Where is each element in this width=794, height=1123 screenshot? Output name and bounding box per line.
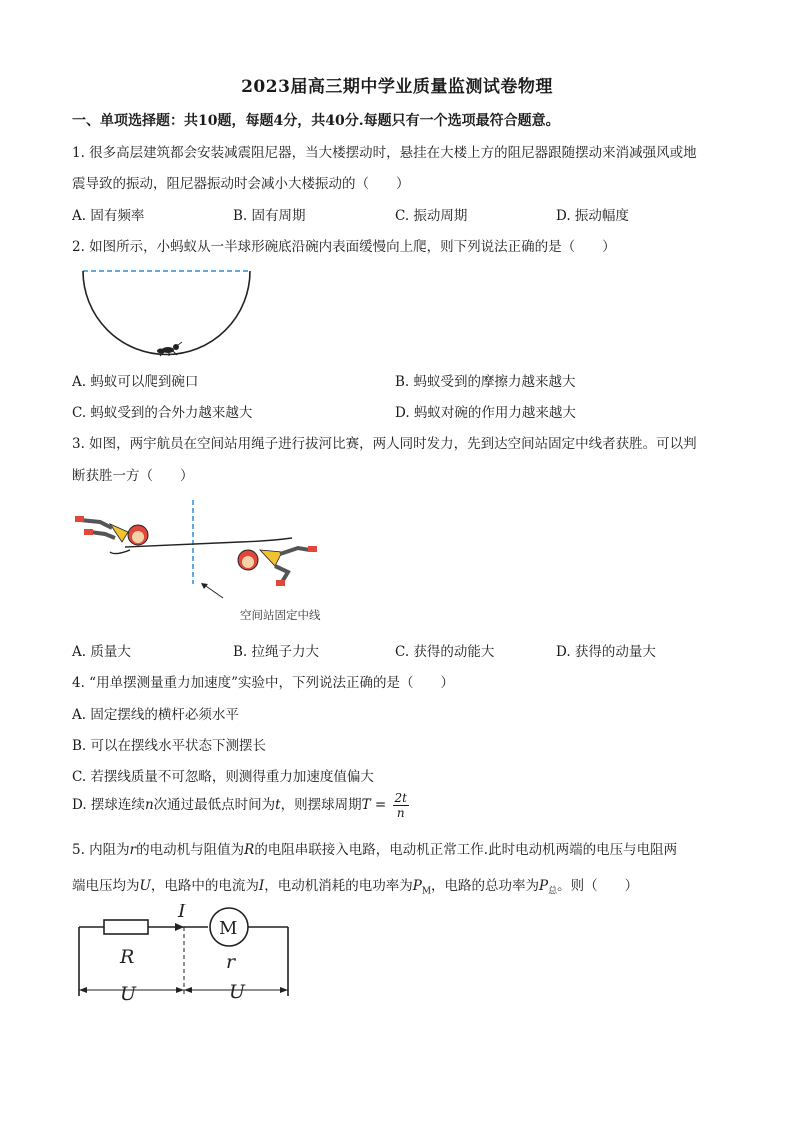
q2-line1: 2. 如图所示，小蚂蚁从一半球形碗底沿碗内表面缓慢向上爬，则下列说法正确的是（ ）: [72, 239, 616, 255]
q4-option-c: C. 若摆线质量不可忽略，则测得重力加速度值偏大: [72, 769, 374, 785]
period-fraction: $\frac{2t}{n}$: [394, 791, 407, 820]
q3-option-b: B. 拉绳子力大: [233, 644, 320, 660]
label-U-left: U: [120, 983, 137, 1004]
label-R: R: [120, 946, 135, 968]
q5-line2: 端电压均为U，电路中的电流为I，电动机消耗的电功率为$P_M$，电路的总功率为$P_总$。则（ ）: [72, 878, 639, 897]
q3-option-a: A. 质量大: [72, 644, 131, 660]
q3-option-c: C. 获得的动能大: [395, 644, 495, 660]
astronaut-left-icon: [75, 516, 148, 545]
q4-option-a: A. 固定摆线的横杆必须水平: [72, 707, 239, 723]
q4-line1: 4. “用单摆测量重力加速度”实验中，下列说法正确的是（ ）: [72, 675, 454, 691]
q2-option-b: B. 蚂蚁受到的摩擦力越来越大: [395, 374, 576, 390]
q2-option-a: A. 蚂蚁可以爬到碗口: [72, 374, 199, 390]
label-M: M: [219, 918, 238, 939]
q1-line1: 1. 很多高层建筑都会安装减震阻尼器，当大楼摆动时，悬挂在大楼上方的阻尼器跟随摆动来消减强风或地: [72, 145, 697, 161]
current-arrow-icon: [175, 923, 184, 931]
q5-line1: 5. 内阻为r的电动机与阻值为R的电阻串联接入电路，电动机正常工作.此时电动机两端的电压与电阻两: [72, 842, 678, 858]
q3-line1: 3. 如图，两宇航员在空间站用绳子进行拔河比赛，两人同时发力，先到达空间站固定中线者获胜。可以判: [72, 436, 697, 452]
circuit-diagram: [74, 904, 304, 1004]
q4-option-d: D. 摆球连续n次通过最低点时间为t，则摆球周期T = $\frac{2t}{n}$: [72, 791, 407, 820]
center-line-caption: 空间站固定中线: [240, 608, 321, 622]
q1-option-d: D. 振动幅度: [556, 208, 629, 224]
tug-of-war-figure: [70, 492, 330, 612]
q1-option-a: A. 固有频率: [72, 208, 145, 224]
q1-line2: 震导致的振动，阻尼器振动时会减小大楼振动的（ ）: [72, 176, 410, 192]
label-r: r: [226, 951, 236, 973]
label-I: I: [178, 904, 186, 922]
label-U-right: U: [229, 981, 246, 1003]
resistor-R: [104, 920, 148, 934]
bowl-figure: [78, 262, 258, 360]
q1-option-c: C. 振动周期: [395, 208, 468, 224]
q3-line2: 断获胜一方（ ）: [72, 468, 194, 484]
q2-option-c: C. 蚂蚁受到的合外力越来越大: [72, 405, 253, 421]
bowl-arc: [83, 271, 250, 355]
page-title: 2023届高三期中学业质量监测试卷物理: [241, 77, 553, 97]
arrow-head-icon: [201, 583, 208, 589]
section-heading: 一、单项选择题：共10题，每题4分，共40分.每题只有一个选项最符合题意。: [72, 113, 560, 129]
q2-option-d: D. 蚂蚁对碗的作用力越来越大: [395, 405, 576, 421]
astronaut-right-icon: [238, 546, 317, 586]
q3-option-d: D. 获得的动量大: [556, 644, 656, 660]
q4-option-b: B. 可以在摆线水平状态下测摆长: [72, 738, 267, 754]
q1-option-b: B. 固有周期: [233, 208, 306, 224]
